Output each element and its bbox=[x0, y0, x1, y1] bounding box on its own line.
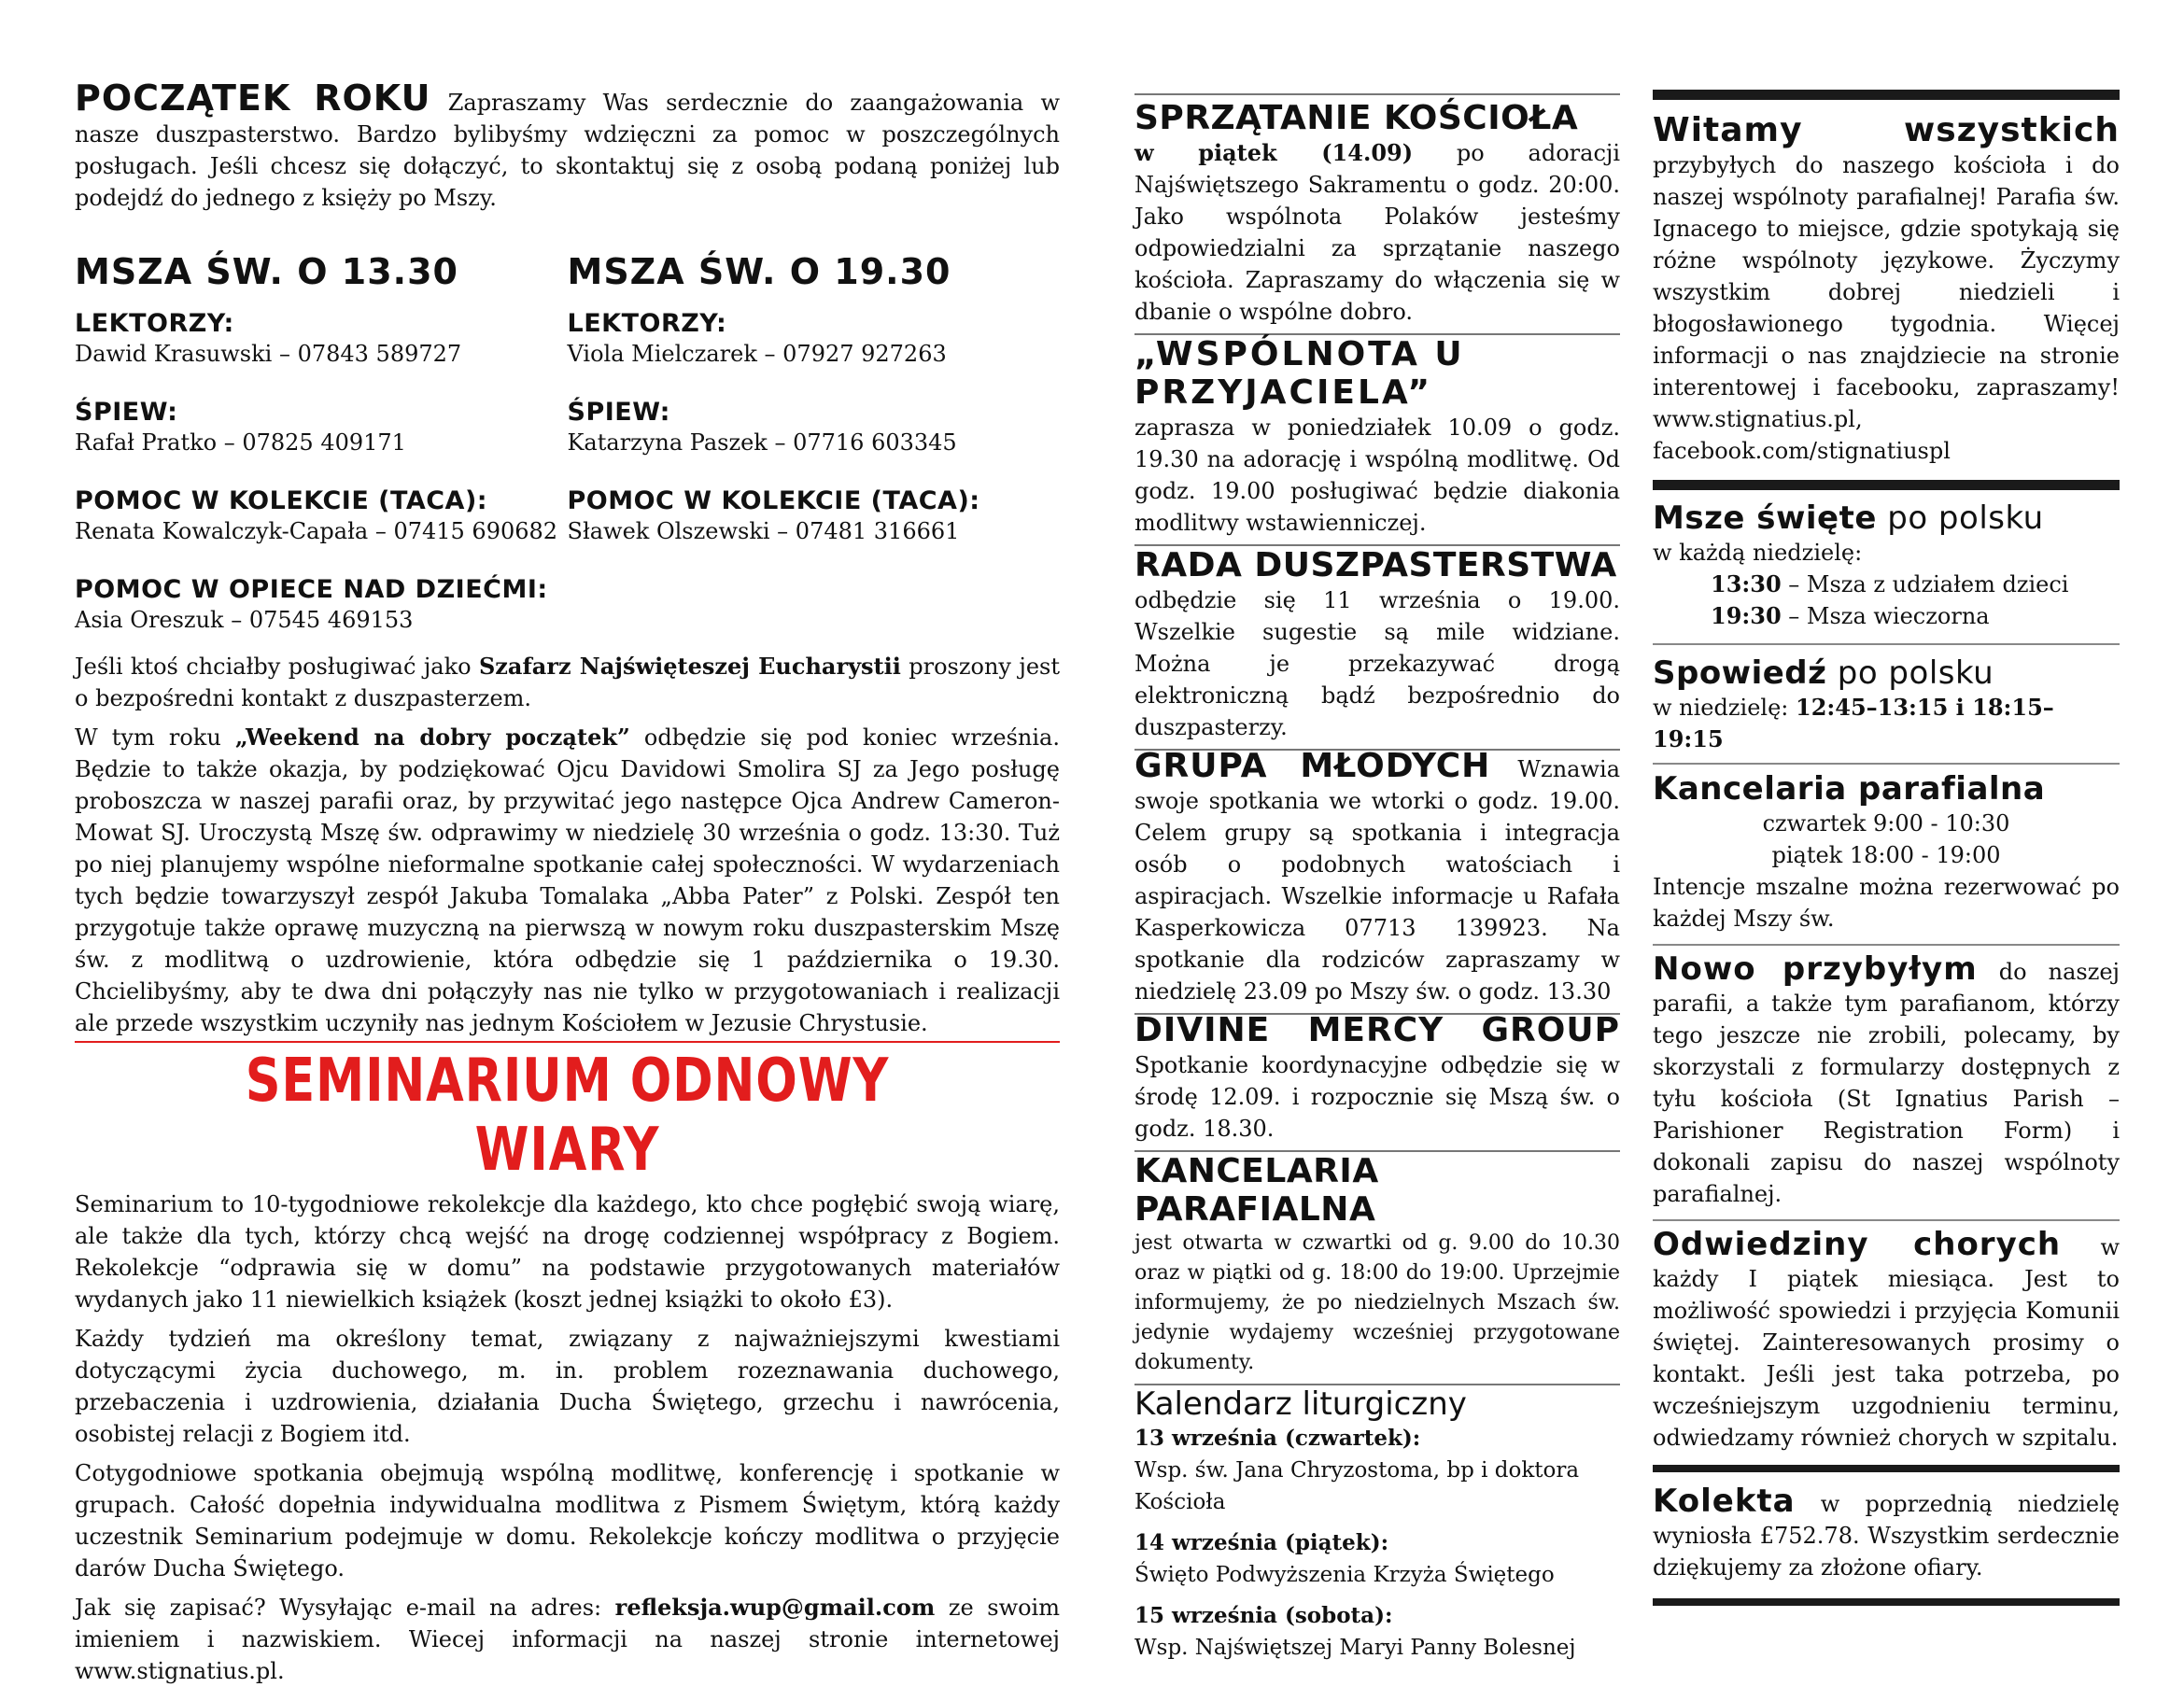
sem-p4-pre: Jak się zapisać? Wysyłając e-mail na adres: bbox=[75, 1595, 615, 1621]
pomoc-value: Sławek Olszewski – 07481 316661 bbox=[567, 518, 960, 544]
weekend-pre: W tym roku bbox=[75, 724, 235, 751]
odwiedziny-text bbox=[1653, 1226, 2120, 1454]
weekend-post: odbędzie się pod koniec września. Będzie to także okazja, by podziękować Ojcu Davidowi Smolira SJ za Jego posługę proboszcza w naszej parafii oraz, by przywitać jego następce Ojca Andrew Cameron-Mowat SJ. Uroczystą Mszę św. odprawimy w niedzielę 30 września o godz. 13:30. Tuż po niej planujemy wspólne nieformalne spotkanie całej społeczności. W wydarzeniach tych będzie towarzyszył zespół Jakuba Tomalaka „Abba Pater” z Polski. Zespół ten przygotuje także oprawę muzyczną na pierwszą w nowym roku duszpasterskim Mszę św. z modlitwą o uzdrowienie, która odbędzie się 1 października o 19.30. Chcielibyśmy, aby te dwa dni połączyły nas nie tylko w przygotowaniach i realizacji ale przede wszystkim uczyniły nas jednym Kościołem w Jezusie Chrystusie. bbox=[75, 724, 1060, 1036]
kalendarz-text: Wsp. św. Jana Chryzostoma, bp i doktora Kościoła bbox=[1134, 1458, 1580, 1514]
divider bbox=[1134, 93, 1620, 95]
witamy-block bbox=[1653, 100, 2120, 480]
msze-title-rest: po polsku bbox=[1876, 499, 2044, 537]
sprzatanie-text bbox=[1134, 137, 1620, 328]
poczatek-title: POCZĄTEK ROKU bbox=[75, 77, 431, 119]
divine-block bbox=[1134, 1011, 1620, 1150]
msze-item bbox=[1653, 600, 2120, 632]
thick-divider bbox=[1653, 1465, 2120, 1472]
spiew-value: Rafał Pratko – 07825 409171 bbox=[75, 429, 406, 456]
spowiedz-title-rest: po polsku bbox=[1826, 654, 1994, 692]
nowo-block bbox=[1653, 946, 2120, 1219]
rada-text: odbędzie się 11 września o 19.00. Wszelkie sugestie są mile widziane. Można je przekazywać drogą elektroniczną bądź bezpośrednio do duszpasterzy. bbox=[1134, 587, 1620, 740]
msze-sub: w każdą niedzielę: bbox=[1653, 540, 1863, 566]
kancelaria-block bbox=[1134, 1152, 1620, 1384]
odwiedziny-body: w każdy I piątek miesiąca. Jest to możliwość spowiedzi i przyjęcia Komunii świętej. Zainteresowanych prosimy o kontakt. Jeśli jest taka potrzeba, po wcześniejszym uzgodnieniu terminu, odwiedzamy również chorych w szpitalu. bbox=[1653, 1234, 2120, 1451]
pomoc-label: POMOC W KOLEKCIE (TACA): bbox=[567, 486, 980, 515]
seminarium-title: SEMINARIUM ODNOWY WIARY bbox=[245, 1047, 890, 1185]
lektorzy-value: Viola Mielczarek – 07927 927263 bbox=[567, 341, 947, 367]
sprzatanie-block bbox=[1134, 93, 1620, 333]
lektorzy-value: Dawid Krasuwski – 07843 589727 bbox=[75, 341, 462, 367]
kancelaria-block bbox=[1653, 765, 2120, 944]
mass-1930 bbox=[568, 214, 1061, 636]
msze-title bbox=[1653, 499, 2120, 537]
msze-desc: – Msza z udziałem dzieci bbox=[1781, 571, 2069, 597]
sprzatanie-body: po adoracji Najświętszego Sakramentu o godz. 20:00. Jako wspólnota Polaków jesteśmy odpowiedzialni za sprzątanie naszego kościoła. Zapraszamy do włączenia się w dbanie o wspólne dobro. bbox=[1134, 140, 1621, 325]
szafarz-pre: Jeśli ktoś chciałby posługiwać jako bbox=[75, 654, 479, 680]
kalendarz-item: 13 września (czwartek): Wsp. św. Jana Chryzostoma, bp i doktora Kościoła bbox=[1134, 1423, 1620, 1518]
kalendarz-text: Święto Podwyższenia Krzyża Świętego bbox=[1134, 1563, 1555, 1587]
column-middle bbox=[1134, 0, 1620, 1669]
poczatek-text: Zapraszamy Was serdecznie do zaangażowania w nasze duszpasterstwo. Bardzo bylibyśmy wdzięczni za pomoc w poszczególnych posługach. Jeśli chcesz się dołączyć, to skontaktuj się z osobą podaną poniżej lub podejdź do jednego z księży po Mszy. bbox=[75, 90, 1060, 211]
kalendarz-text: Wsp. Najświętszej Maryi Panny Bolesnej bbox=[1134, 1636, 1576, 1660]
thick-divider bbox=[1653, 480, 2120, 490]
kancelaria-text: Intencje mszalne można rezerwować po każdej Mszy św. bbox=[1653, 874, 2120, 932]
pomoc-value: Renata Kowalczyk-Capała – 07415 690682 bbox=[75, 518, 558, 544]
divider bbox=[75, 1041, 1060, 1043]
nowo-title: Nowo przybyłym bbox=[1653, 950, 1978, 988]
kalendarz-item: 14 września (piątek): Święto Podwyższenia Krzyża Świętego bbox=[1134, 1527, 1620, 1591]
sprzatanie-date: w piątek (14.09) bbox=[1134, 139, 1414, 166]
wspolnota-title: „WSPÓLNOTA U PRZYJACIELA” bbox=[1134, 335, 1465, 412]
email-link[interactable]: refleksja.wup@gmail.com bbox=[614, 1594, 936, 1621]
kancelaria-hours-1: czwartek 9:00 - 10:30 bbox=[1762, 810, 2010, 836]
nowo-body: do naszej parafii, a także tym parafianom, którzy tego jeszcze nie zrobili, polecamy, by skorzystali z formularzy dostępnych z tyłu kościoła (St Ignatius Parish – Parishioner Registration Form) i dokonali zapisu do naszej wspólnoty parafialnej. bbox=[1653, 959, 2120, 1207]
grupa-title: GRUPA MŁODYCH bbox=[1134, 747, 1491, 785]
kancelaria-text: jest otwarta w czwartki od g. 9.00 do 10.30 oraz w piątki od g. 18:00 do 19:00. Uprzejmie informujemy, że po niedzielnych Mszach św. jedynie wydajemy wcześniej przygotowane dokumenty. bbox=[1134, 1231, 1620, 1374]
kancelaria-hours-2: piątek 18:00 - 19:00 bbox=[1771, 842, 2001, 868]
rada-title: RADA DUSZPASTERSTWA bbox=[1134, 546, 1617, 584]
column-right bbox=[1653, 0, 2120, 1606]
sprzatanie-title: SPRZĄTANIE KOŚCIOŁA bbox=[1134, 99, 1579, 137]
spowiedz-title bbox=[1653, 654, 2120, 692]
kalendarz-date: 15 września (sobota) bbox=[1134, 1603, 1385, 1628]
szafarz-paragraph bbox=[75, 651, 1060, 714]
weekend-paragraph bbox=[75, 722, 1060, 1039]
kalendarz-date: 13 września (czwartek) bbox=[1134, 1426, 1413, 1451]
grupa-body: Wznawia swoje spotkania we wtorki o godz. 19.00. Celem grupy są spotkania i integracja osób o podobnych watościach i aspiracjach. Wszelkie informacje u Rafała Kasperkowicza 07713 139923. Na spotkanie dla rodziców zapraszamy w niedzielę 23.09 po Mszy św. o godz. 13.30 bbox=[1134, 756, 1620, 1005]
kalendarz-block bbox=[1134, 1385, 1620, 1669]
masses-columns bbox=[75, 214, 1060, 636]
grupa-block bbox=[1134, 747, 1620, 1013]
sem-p3: Cotygodniowe spotkania obejmują wspólną modlitwę, konferencję i spotkanie w grupach. Całość dopełnia indywidualna modlitwa z Pismem Świętym, którą każdy uczestnik Seminarium podejmuje w domu. Rekolekcje kończy modlitwa o przyjęcie darów Ducha Świętego. bbox=[75, 1460, 1060, 1582]
kolekta-body: w poprzednią niedzielę wyniosła £752.78. Wszystkim serdecznie dziękujemy za złożone ofiary. bbox=[1653, 1491, 2120, 1581]
szafarz-bold: Szafarz Najświęteszej Eucharystii bbox=[478, 653, 901, 680]
divine-body: Spotkanie koordynacyjne odbędzie się w środę 12.09. i rozpocznie się Mszą św. o godz. 18.30. bbox=[1134, 1052, 1620, 1142]
witamy-text bbox=[1653, 111, 2120, 467]
pomoc-label: POMOC W KOLEKCIE (TACA): bbox=[75, 486, 488, 515]
divine-text bbox=[1134, 1011, 1620, 1145]
sem-p4 bbox=[75, 1592, 1060, 1687]
rada-block bbox=[1134, 546, 1620, 749]
msze-time: 19:30 bbox=[1711, 602, 1782, 629]
weekend-bold: „Weekend na dobry początek” bbox=[234, 724, 630, 751]
sem-p2: Każdy tydzień ma określony temat, związany z najważniejszymi kwestiami dotyczącymi życia duchowego, m. in. problem rozeznawania duchowego, przebaczenia i uzdrowienia, działania Ducha Świętego, grzechu i nawrócenia, osobistej relacji z Bogiem itd. bbox=[75, 1326, 1060, 1447]
kalendarz-date: 14 września (piątek) bbox=[1134, 1530, 1381, 1555]
spowiedz-pre: w niedzielę: bbox=[1653, 695, 1796, 721]
spiew-label: ŚPIEW: bbox=[567, 398, 670, 427]
odwiedziny-block bbox=[1653, 1221, 2120, 1465]
spiew-label: ŚPIEW: bbox=[75, 398, 178, 427]
witamy-title: Witamy wszystkich bbox=[1653, 111, 2120, 149]
mass-1330 bbox=[75, 214, 568, 636]
msze-time: 13:30 bbox=[1711, 570, 1782, 597]
kolekta-text bbox=[1653, 1485, 2120, 1583]
wspolnota-block bbox=[1134, 335, 1620, 544]
opieka-label: POMOC W OPIECE NAD DZIEĆMI: bbox=[75, 575, 548, 604]
sem-p4-post: ze swoim imieniem i nazwiskiem. Wiecej informacji na naszej stronie internetowej www.stignatius.pl. bbox=[75, 1595, 1060, 1684]
kancelaria-title: KANCELARIA PARAFIALNA bbox=[1134, 1152, 1379, 1229]
nowo-text bbox=[1653, 950, 2120, 1210]
szafarz-post: proszony jest o bezpośredni kontakt z duszpasterzem. bbox=[75, 654, 1060, 711]
wspolnota-text: zaprasza w poniedziałek 10.09 o godz. 19.30 na adorację i wspólną modlitwę. Od godz. 19.00 posługiwać będzie diakonia modlitwy wstawienniczej. bbox=[1134, 415, 1620, 536]
kolekta-block bbox=[1653, 1472, 2120, 1598]
msze-item bbox=[1653, 569, 2120, 600]
kancelaria-title: Kancelaria parafialna bbox=[1653, 770, 2046, 808]
mass-1930-title: MSZA ŚW. O 19.30 bbox=[567, 251, 951, 292]
mass-1330-title: MSZA ŚW. O 13.30 bbox=[75, 251, 458, 292]
spiew-value: Katarzyna Paszek – 07716 603345 bbox=[567, 429, 957, 456]
kalendarz-title: Kalendarz liturgiczny bbox=[1134, 1385, 1467, 1423]
spowiedz-title-bold: Spowiedź bbox=[1653, 654, 1827, 692]
msze-block bbox=[1653, 490, 2120, 643]
sem-p1: Seminarium to 10-tygodniowe rekolekcje dla każdego, kto chce pogłębić swoją wiarę, ale także dla tych, którzy chcą wejść na drogę codziennej współpracy z Bogiem. Rekolekcje “odprawia się w domu” na podstawie przygotowanych materiałów wydanych jako 11 niewielkich książek (koszt jednej książki to około £3). bbox=[75, 1191, 1060, 1313]
msze-title-bold: Msze święte bbox=[1653, 499, 1877, 537]
spowiedz-block bbox=[1653, 645, 2120, 763]
thick-divider bbox=[1653, 90, 2120, 100]
msze-desc: – Msza wieczorna bbox=[1781, 603, 1990, 629]
divine-title: DIVINE MERCY GROUP bbox=[1134, 1011, 1620, 1049]
spowiedz-hours: 12:45–13:15 i 18:15–19:15 bbox=[1653, 694, 2054, 752]
lektorzy-label: LEKTORZY: bbox=[75, 309, 234, 338]
thick-divider bbox=[1653, 1598, 2120, 1606]
kalendarz-item: 15 września (sobota): Wsp. Najświętszej Maryi Panny Bolesnej bbox=[1134, 1600, 1620, 1664]
column-left bbox=[75, 0, 1060, 1687]
spowiedz-text bbox=[1653, 692, 2120, 755]
lektorzy-label: LEKTORZY: bbox=[567, 309, 727, 338]
grupa-text bbox=[1134, 747, 1620, 1007]
odwiedziny-title: Odwiedziny chorych bbox=[1653, 1226, 2062, 1263]
opieka-value: Asia Oreszuk – 07545 469153 bbox=[75, 607, 414, 633]
kolekta-title: Kolekta bbox=[1653, 1483, 1796, 1520]
poczatek-paragraph bbox=[75, 77, 1060, 214]
witamy-body: przybyłych do naszego kościoła i do naszej wspólnoty parafialnej! Parafia św. Ignacego to miejsce, gdzie spotykają się różne wspólnoty językowe. Życzymy wszystkim dobrej niedzieli i błogosławionego tygodnia. Więcej informacji o nas znajdziecie na stronie interentowej i facebooku, zapraszamy! www.stignatius.pl, facebook.com/stignatiuspl bbox=[1653, 152, 2120, 464]
